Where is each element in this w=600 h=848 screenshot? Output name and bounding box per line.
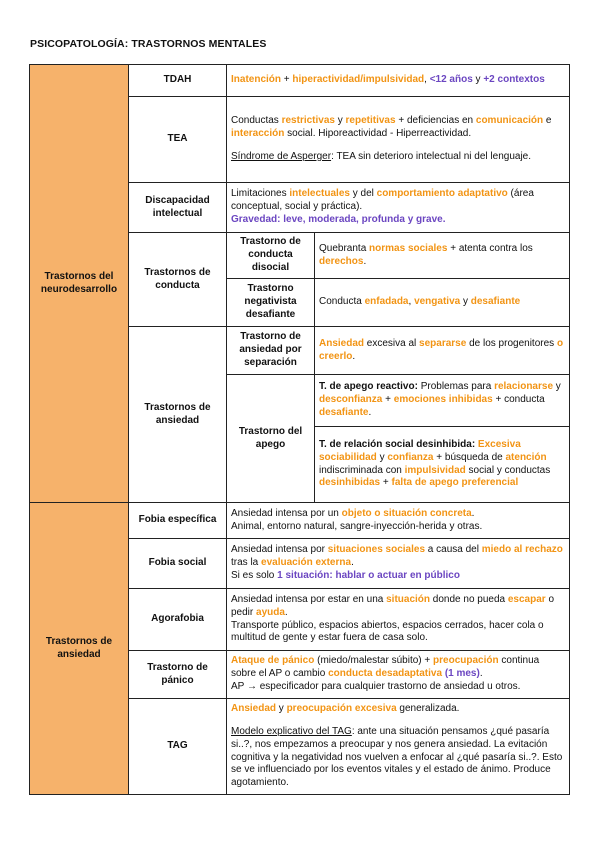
subtype-name: Trastorno de conducta disocial	[227, 233, 315, 279]
disorder-name: Fobia específica	[129, 503, 227, 539]
page-title: PSICOPATOLOGÍA: TRASTORNOS MENTALES	[30, 38, 267, 50]
disorders-table	[29, 64, 570, 795]
subtype-description: Conducta enfadada, vengativa y desafiante	[315, 279, 570, 327]
subtype-name: Trastorno negativista desafiante	[227, 279, 315, 327]
subtype-name: Trastorno del apego	[227, 375, 315, 503]
disorder-description: Ansiedad intensa por estar en una situación donde no pueda escapar o pedir ayuda. Transporte público, espacios abiertos, espacios cerrados, hacer cola o multitud de gente y estar fuera de casa solo.	[227, 589, 570, 651]
disorder-name: Agorafobia	[129, 589, 227, 651]
category-ansiedad: Trastornos de ansiedad	[30, 503, 129, 795]
subtype-description: Ansiedad excesiva al separarse de los progenitores o creerlo.	[315, 327, 570, 375]
subtype-description: Quebranta normas sociales + atenta contra los derechos.	[315, 233, 570, 279]
subtype-description: T. de relación social desinhibida: Excesiva sociabilidad y confianza + búsqueda de atención indiscriminada con impulsividad social y conductas desinhibidas + falta de apego preferencial	[315, 427, 570, 503]
disorder-description: Limitaciones intelectuales y del comportamiento adaptativo (área conceptual, social y práctica). Gravedad: leve, moderada, profunda y grave.	[227, 183, 570, 233]
disorder-description: Ansiedad y preocupación excesiva generalizada. Modelo explicativo del TAG: ante una situación pensamos ¿qué pasaría si..?, nos empezamos a preocupar y nos genera ansiedad. La evitación cognitiva y la negatividad nos vuelven a enfocar al ¿qué pasaría si..?. Esto se ve influenciado por los eventos vitales y el estado de ánimo. Produce agotamiento.	[227, 699, 570, 795]
disorder-name: Trastornos de ansiedad	[129, 327, 227, 503]
subtype-name: Trastorno de ansiedad por separación	[227, 327, 315, 375]
disorder-description: Inatención + hiperactividad/impulsividad, <12 años y +2 contextos	[227, 65, 570, 97]
disorder-description: Ansiedad intensa por situaciones sociales a causa del miedo al rechazo tras la evaluación externa. Si es solo 1 situación: hablar o actuar en público	[227, 539, 570, 589]
disorder-description: Ataque de pánico (miedo/malestar súbito) + preocupación continua sobre el AP o cambio conducta desadaptativa (1 mes). AP → especificador para cualquier trastorno de ansiedad u otros.	[227, 651, 570, 699]
subtype-description: T. de apego reactivo: Problemas para relacionarse y desconfianza + emociones inhibidas + conducta desafiante.	[315, 375, 570, 427]
disorder-name: TDAH	[129, 65, 227, 97]
category-neurodesarrollo: Trastornos del neurodesarrollo	[30, 65, 129, 503]
disorder-name: TEA	[129, 97, 227, 183]
table-row	[30, 65, 570, 97]
disorder-description: Ansiedad intensa por un objeto o situación concreta. Animal, entorno natural, sangre-inyección-herida y otras.	[227, 503, 570, 539]
disorder-name: TAG	[129, 699, 227, 795]
disorder-name: Trastorno de pánico	[129, 651, 227, 699]
disorder-name: Fobia social	[129, 539, 227, 589]
disorder-name: Trastornos de conducta	[129, 233, 227, 327]
table-row	[30, 503, 570, 539]
disorder-description: Conductas restrictivas y repetitivas + deficiencias en comunicación e interacción social. Hiporeactividad - Hiperreactividad. Síndrome de Asperger: TEA sin deterioro intelectual ni del lenguaje.	[227, 97, 570, 183]
disorder-name: Discapacidad intelectual	[129, 183, 227, 233]
